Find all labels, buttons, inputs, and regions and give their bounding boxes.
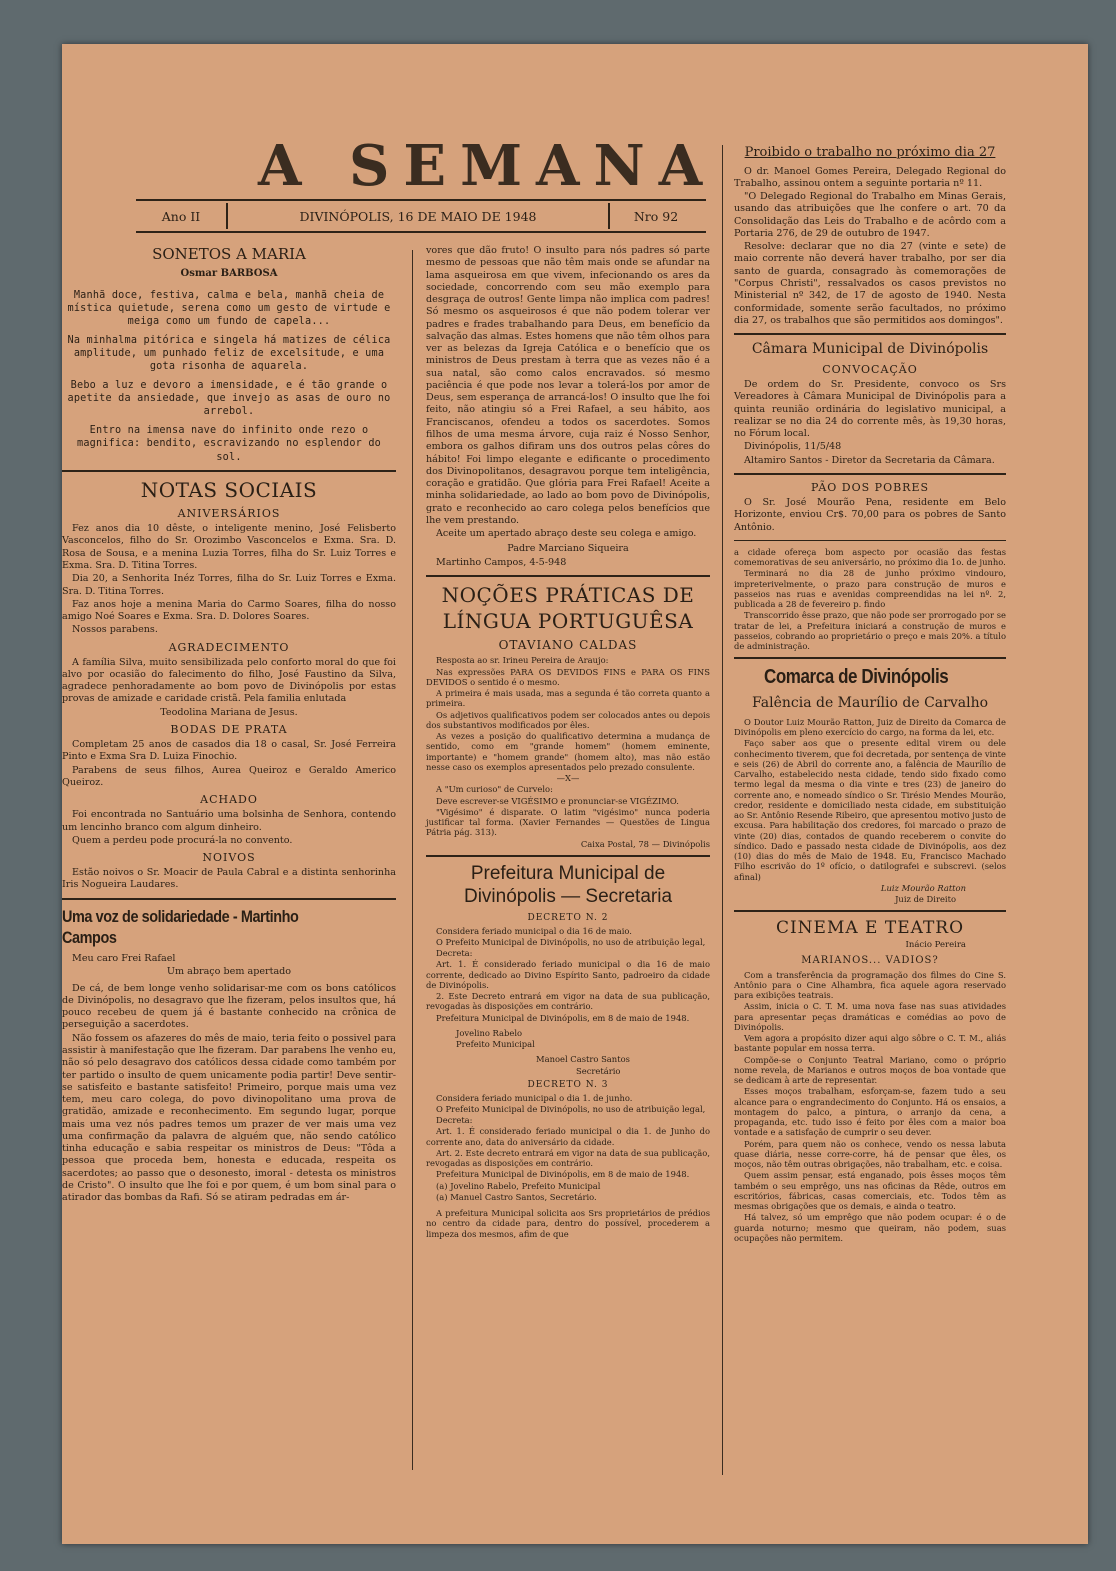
paragraph: Vem agora a propósito dizer aqui algo sôbre o C. T. M., aliás bastante popular em nossa terra. [734, 1033, 1006, 1054]
paragraph: Nossos parabens. [72, 624, 158, 636]
pao-heading: PÃO DOS POBRES [810, 480, 930, 494]
paragraph: Terminará no dia 28 de junho próximo vindouro, impreterivelmente, o prazo para construção de muros e passeios nas ruas e avenidas compreendidas na lei nº. 2, publicada a 28 de fevereiro p. findo [734, 568, 1006, 610]
signature: Teodolina Mariana de Jesus. [160, 706, 298, 718]
paragraph: Faço saber aos que o presente edital virem ou dele conhecimento tiverem, que foi decretada, por sentença de vinte e seis (26) de Abril do corrente ano, a falência de Maurílio de Carvalho, estabelecido nesta cidade, tendo sido fixado como termo legal da mesma o dia vinte e tres (23) de janeiro do corrente ano, e nomeado síndico o Sr. Tirésio Mendes Mourão, credor, residente e domiciliado nesta cidade, em substituição ao Sr. Antônio Resende Ribeiro, que apresentou motivo justo de excusa. Para habilitação dos credores, foi marcado o prazo de vinte (20) dias, contados de quando receberem o convite do síndico. Dado e passado nesta cidade de Divinópolis, aos dez (10) dias do mês de Maio de 1948. Eu, Francisco Machado Filho escrivão do 1º ofício, o datilografei e subscrevi. (selos afinal) [734, 738, 1006, 882]
paragraph: Transcorrido êsse prazo, que não pode ser prorrogado por se tratar de lei, a Prefeitura iniciará a construção de muros e passeios, cobrando ao proprietário o preço e mais 20%. a título de administração. [734, 610, 1006, 652]
paragraph: (a) Manuel Castro Santos, Secretário. [436, 1191, 597, 1202]
proibido-title: Proibido o trabalho no próximo dia 27 [744, 145, 996, 160]
decreto-3-heading: DECRETO N. 3 [527, 1079, 609, 1090]
masthead-title: A SEMANA [258, 133, 717, 199]
agradecimento-heading: AGRADECIMENTO [168, 640, 290, 654]
paragraph: A família Silva, muito sensibilizada pelo conforto moral do que foi alvo por ocasião do falecimento do filho, José Faustino da Silva, agradece penhoradamente ao bom povo de Divinópolis por estas provas de amizade e caridade cristã. Pela familia enlutada [62, 656, 396, 705]
convocacao-heading: CONVOCAÇÃO [822, 362, 918, 376]
paragraph: As vezes a posição do qualificativo determina a mudança de sentido, como em "grande homem" (homem eminente, importante) e "homem grande" (homem alto), mas não estão nesse caso os exemplos apresentados pelo prezado consulente. [426, 731, 710, 772]
column-2 [426, 245, 710, 1240]
paragraph: Considera feriado municipal o dia 1. de junho. [436, 1092, 633, 1103]
paragraph: Resolve: declarar que no dia 27 (vinte e sete) de maio corrente não deverá haver trabalho, por ser dia santo de guarda, consagrado às comemorações de "Corpus Christi", ressalvados os casos previstos no Ministerial nº 342, de 17 de agosto de 1940. Nesta conformidade, somente serão facultados, no próximo dia 27, os trabalhos que são permitidos aos domingos". [734, 241, 1006, 326]
poem-stanza: Manhã doce, festiva, calma e bela, manhã cheia de mística quietude, serena como um gesto de virtude e meiga como um fundo de capela... [67, 289, 391, 328]
separator: —X— [556, 773, 580, 784]
column-divider [722, 145, 723, 1475]
signature-role: Secretário [576, 1065, 621, 1076]
paragraph: A "Um curioso" de Curvelo: [436, 784, 553, 795]
bodas-heading: BODAS DE PRATA [170, 723, 288, 737]
nocoes-footer: Caixa Postal, 78 — Divinópolis [580, 838, 710, 849]
paragraph: "Vigésimo" é disparate. O latim "vigésimo" nunca poderia justificar tal forma. (Xavier Fernandes — Questões de Lingua Pátria pág. 313). [426, 806, 710, 838]
paragraph: Há talvez, só um emprêgo que não podem ocupar: é o de guarda noturno; mesmo que queiram, não podem, suas ocupações não permitem. [734, 1212, 1006, 1243]
paragraph: O dr. Manoel Gomes Pereira, Delegado Regional do Trabalho, assinou ontem a seguinte portaria nº 11. [734, 165, 1006, 189]
column-1 [62, 245, 396, 1205]
greeting: Meu caro Frei Rafael [72, 953, 176, 965]
paragraph: Decreta: [436, 948, 473, 959]
cinema-subtitle: MARIANOS... VADIOS? [801, 954, 939, 966]
paragraph: Faz anos hoje a menina Maria do Carmo Soares, filha do nosso amigo Noé Soares e Exma. Sra. D. Dolores Soares. [62, 598, 396, 623]
paragraph: Art. 1. É considerado feriado municipal o dia 1. de Junho do corrente ano, data do aniversário da cidade. [426, 1126, 710, 1147]
camara-title: Câmara Municipal de Divinópolis [751, 341, 989, 358]
prefeitura-title: Prefeitura Municipal de Divinópolis — Secretaria [463, 862, 673, 907]
paragraph: Esses moços trabalham, esforçam-se, fazem tudo a seu alcance para o engrandecimento do Conjunto. Há os ensaios, a montagem do palco, a pintura, o arranjo da cena, a propaganda, etc. tudo isso é feito por êles com a maior boa vontade e a satisfação de cumprir o seu dever. [734, 1086, 1006, 1138]
voz-title: Uma voz de solidariedade - Martinho Campos [62, 906, 299, 948]
poem-stanza: Na minhalma pitórica e singela há matizes de célica amplitude, um punhado feliz de excelsitude, e uma gota risonha de aquarela. [67, 335, 391, 373]
paragraph: Os adjetivos qualificativos podem ser colocados antes ou depois dos substantivos modificados por êles. [426, 709, 710, 730]
poem-stanza: Bebo a luz e devoro a imensidade, e é tão grande o apetite da ansiedade, que invejo as asas de ouro no arrebol. [67, 380, 391, 418]
paragraph: "O Delegado Regional do Trabalho em Minas Gerais, usando das atribuições que lhe confere o art. 70 da Consolidação das Leis do Trabalho e de acôrdo com a Portaria 276, de 29 de outubro de 1947. [734, 191, 1006, 239]
paragraph: Completam 25 anos de casados dia 18 o casal, Sr. José Ferreira Pinto e Exma Sra D. Luiza Finochio. [62, 739, 396, 763]
achado-heading: ACHADO [200, 793, 258, 807]
paragraph: O Prefeito Municipal de Divinópolis, no uso de atribuição legal, [436, 1103, 706, 1114]
signature-role: Prefeito Municipal [456, 1039, 535, 1050]
subtitle: Um abraço bem apertado [166, 966, 292, 978]
paragraph: Prefeitura Municipal de Divinópolis, em 8 de maio de 1948. [436, 1169, 690, 1180]
nocoes-title: LÍNGUA PORTUGUÊSA [442, 608, 694, 633]
signature-role: Juiz de Direito [895, 894, 956, 905]
paragraph: Com a transferência da programação dos filmes do Cine S. Antônio para o Cine Alhambra, fica aquele agora reservado para exibições teatrais. [734, 969, 1006, 1001]
paragraph: O Prefeito Municipal de Divinópolis, no uso de atribuição legal, [436, 936, 706, 947]
paragraph: Resposta ao sr. Irineu Pereira de Araujo: [436, 655, 609, 666]
cinema-author: Inácio Pereira [905, 940, 966, 951]
column-divider [412, 250, 413, 1470]
paragraph: Não fossem os afazeres do mês de maio, teria feito o possivel para assistir à manifestação que lhe fizeram. Dar parabens lhe venho eu, não só pelo desagravo dos católicos dessa cidade como também por ter partido o insulto de quem unicamente podia partir! Deve sentir-se satisfeito e bastante satisfeito! Primeiro, porque mais uma vez tem, meu caro colega, do povo divinopolitano uma prova de gratidão, amizade e reconhecimento. Em segundo lugar, porque mais uma vez nós padres temos um prazer de ver mais uma vez uma confirmação da palavra de alguém que, não sendo católico tinha educação e sabia respeitar os ministros de Deus: "Tôda a pessoa que proceda bem, honesta e educada, respeita os sacerdotes; ao passo que o desonesto, imoral - detesta os ministros de Cristo". O insulto que lhe foi e por quem, é um bom sinal para o atirador das bombas da Rafi. Só se atiram pedradas em ár- [62, 1032, 396, 1204]
paragraph: Quem assim pensar, está enganado, pois êsses moços têm também o seu emprêgo, uns nas oficinas da Rêde, outros em escritórios, fábricas, casas comerciais, etc. Todos têm as mesmas obrigações que os demais, e ainda o teatro. [734, 1170, 1006, 1212]
signature: Luiz Mourão Ratton [880, 882, 966, 893]
paragraph: Quem a perdeu pode procurá-la no convento. [72, 834, 293, 846]
aniversarios-heading: ANIVERSÁRIOS [177, 507, 281, 521]
sonetos-title: SONETOS A MARIA [152, 245, 306, 263]
paragraph: a cidade ofereça bom aspecto por ocasião das festas comemorativas de seu aniversário, no próximo dia 1o. de junho. [734, 546, 1006, 568]
paragraph: De ordem do Sr. Presidente, convoco os Srs Vereadores à Câmara Municipal de Divinópolis para a quinta reunião ordinária do legislativo municipal, a realizar se no dia 24 do corrente mês, às 19,30 horas, no Fórum local. [734, 379, 1006, 440]
decreto-2-heading: DECRETO N. 2 [527, 912, 609, 923]
paragraph: Nas expressões PARA OS DEVIDOS FINS e PARA OS FINS DEVIDOS o sentido é o mesmo. [426, 666, 710, 687]
paragraph: Estão noivos o Sr. Moacir de Paula Cabral e a distinta senhorinha Iris Nogueira Laudares. [62, 867, 396, 891]
place-date: Divinópolis, 11/5/48 [744, 441, 842, 453]
paragraph: Foi encontrada no Santuário uma bolsinha de Senhora, contendo um lencinho branco com algum dinheiro. [62, 809, 396, 833]
signature: Altamiro Santos - Diretor da Secretaria da Câmara. [744, 454, 995, 466]
paragraph: Compõe-se o Conjunto Teatral Mariano, como o próprio nome revela, de Marianos e outros moços de boa vontade que se dedicam à arte de representar. [734, 1054, 1006, 1086]
nocoes-title: NOÇÕES PRÁTICAS DE [441, 582, 695, 607]
masthead-place-date: DIVINÓPOLIS, 16 DE MAIO DE 1948 [299, 208, 537, 224]
signature: Padre Marciano Siqueira [507, 543, 629, 555]
paragraph: Assim, inicia o C. T. M. uma nova fase nas suas atividades para apresentar peças dramáticas e comédias ao povo de Divinópolis. [734, 1001, 1006, 1032]
paragraph: (a) Jovelino Rabelo, Prefeito Municipal [436, 1180, 601, 1191]
sonetos-author: Osmar BARBOSA [180, 268, 278, 280]
paragraph: Decreta: [436, 1115, 473, 1126]
paragraph: Art. 1. É considerado feriado municipal o dia 16 de maio corrente, dedicado ao Divino Espírito Santo, padroeiro da cidade de Divinópolis. [426, 959, 710, 990]
masthead-bar [136, 199, 706, 233]
paragraph: Deve escrever-se VIGÉSIMO e pronunciar-se VIGÉZIMO. [436, 795, 679, 806]
paragraph: Fez anos dia 10 dêste, o inteligente menino, José Felisberto Vasconcelos, filho do Sr. Orozimbo Vasconcelos e Exma. Sra. D. Rosa de Sousa, e a menina Luzia Torres, filha do Sr. Luiz Torres e Exma. Sra. D. Titina Torres. [62, 523, 396, 572]
paragraph: A prefeitura Municipal solicita aos Srs proprietários de prédios no centro da cidade para, dentro do possível, procederem a limpeza dos mesmos, afim de que [426, 1208, 710, 1239]
paragraph: O Sr. José Mourão Pena, residente em Belo Horizonte, enviou Cr$. 70,00 para os pobres de Santo Antônio. [734, 497, 1006, 533]
comarca-subtitle: Falência de Maurílio de Carvalho [751, 694, 989, 711]
paragraph: A primeira é mais usada, mas a segunda é tão correta quanto a primeira. [426, 688, 710, 709]
comarca-title: Comarca de Divinópolis [764, 666, 949, 689]
paragraph: Aceite um apertado abraço deste seu colega e amigo. [436, 528, 697, 540]
place-date: Martinho Campos, 4-5-948 [436, 556, 567, 568]
paragraph: O Doutor Luiz Mourão Ratton, Juiz de Direito da Comarca de Divinópolis em pleno exercício do cargo, na forma da lei, etc. [734, 716, 1006, 738]
paragraph: vores que dão fruto! O insulto para nós padres só parte mesmo de pessoas que não têm mais onde se afundar na lama asqueirosa em que vivem, infecionando os ares da sociedade, concorrendo com seu mão exemplo para desgraça de outros! Gente limpa não implica com padres! Só mesmo os asqueirosos é que não podem tolerar ver padres e frades trabalhando para Deus, em benefício da salvação das almas. Estes homens que não têm olhos para ver as belezas da Igreja Católica e o benefício que os ministros de Deus prestam à terra que as vezes não é a sua natal, são como calos encravados. só mesmo paciência é que pode nos levar a tolerá-los por amor de Deus, sem esperança de arrancá-los! O insulto que lhe foi feito, não atingiu só a Frei Rafael, a seu hábito, aos Franciscanos, ofendeu a todos os sacerdotes. Somos filhos de uma mesma árvore, cuja raiz é Nosso Senhor, embora os galhos difiram uns dos outros pelas côres do hábito! Foi limpo elegante e edificante o procedimento dos Divinopolitanos, desagravou porque tem inteligência, coração e gratidão. Que glória para Frei Rafael! Aceite a minha solidariedade, ao lado ao bom povo de Divinópolis, grato e reconhecido ao caro colega pelos benefícios que lhe vem prestando. [426, 245, 710, 526]
masthead-year: Ano II [161, 208, 201, 224]
paragraph: 2. Este Decreto entrará em vigor na data de sua publicação, revogadas às disposições em contrário. [426, 991, 710, 1012]
paragraph: Dia 20, a Senhorita Inéz Torres, filha do Sr. Luiz Torres e Exma. Sra. D. Titina Torres. [62, 573, 396, 597]
poem-stanza: Entro na imensa nave do infinito onde rezo o magnifica: bendito, escravizando no esplendor do sol. [76, 425, 381, 463]
signature: Jovelino Rabelo [456, 1027, 523, 1038]
paragraph: Considera feriado municipal o dia 16 de maio. [436, 925, 632, 936]
notas-title: NOTAS SOCIAIS [140, 477, 318, 502]
nocoes-author: OTAVIANO CALDAS [498, 638, 638, 653]
paragraph: Art. 2. Este decreto entrará em vigor na data de sua publicação, revogadas as disposições em contrário. [426, 1147, 710, 1169]
cinema-title: CINEMA E TEATRO [775, 918, 965, 939]
masthead-number: Nro 92 [633, 208, 679, 224]
column-3 [734, 145, 1006, 1244]
paragraph: De cá, de bem longe venho solidarisar-me com os bons católicos de Divinópolis, no desagravo que lhe fizeram, pelos insultos que, há pouco recebeu de quem já é bastante conhecido na crônica de perseguição a sacerdotes. [62, 982, 396, 1031]
noivos-heading: NOIVOS [202, 851, 256, 865]
signature: Manoel Castro Santos [536, 1054, 630, 1065]
paragraph: Parabens de seus filhos, Aurea Queiroz e Geraldo Americo Queiroz. [62, 764, 396, 788]
paragraph: Prefeitura Municipal de Divinópolis, em 8 de maio de 1948. [436, 1012, 690, 1023]
paragraph: Porém, para quem não os conhece, vendo os nessa labuta quase diária, nesse corre-corre, há de pensar que êles, os moços, não têm outras obrigações, não trabalham, etc. e coisa. [734, 1138, 1006, 1170]
